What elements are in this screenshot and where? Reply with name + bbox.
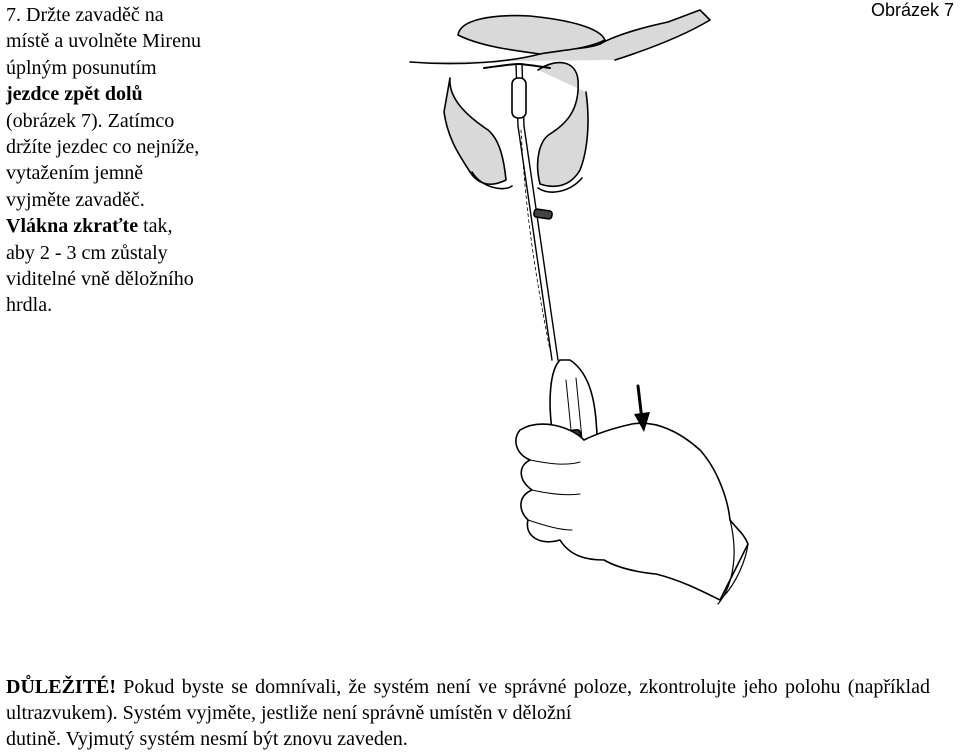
flange [534, 209, 553, 219]
warning-label: DŮLEŽITÉ! [6, 676, 117, 698]
uterine-wall-right [538, 63, 588, 187]
uterine-wall-left [444, 78, 506, 184]
step-line: vytažením jemně [6, 162, 144, 185]
important-warning [6, 674, 930, 752]
step-line: (obrázek 7). Zatímco [6, 109, 175, 132]
step-line-bold [6, 81, 256, 107]
warning-text-last: dutině. Vyjmutý systém nesmí být znovu zaveden. [6, 728, 408, 750]
warning-text: Pokud byste se domnívali, že systém není ve správné poloze, zkontrolujte jeho polohu (například ultrazvukem). Systém vyjměte, jestliže není správně umístěn v děložní [6, 676, 930, 724]
step-line: držíte jezdec co nejníže, [6, 136, 200, 159]
threads-emphasis: Vlákna zkraťte [6, 215, 139, 238]
ius-t-frame [484, 64, 550, 68]
step-line: aby 2 - 3 cm zůstaly [6, 241, 168, 264]
step-instruction [6, 2, 256, 319]
slider-emphasis: jezdce zpět dolů [6, 83, 143, 106]
step-line: hrdla. [6, 294, 53, 317]
step-line: úplným posunutím [6, 56, 157, 79]
step-line: 7. Držte zavaděč na [6, 4, 164, 26]
step-line-mixed [6, 213, 256, 239]
step-line-rest: tak, [138, 215, 173, 238]
step-line: vyjměte zavaděč. [6, 188, 145, 211]
ius-reservoir [512, 78, 526, 118]
inserter-removal-illustration [400, 0, 800, 640]
figure-label: Obrázek 7 [870, 0, 954, 20]
gloved-hand [516, 423, 748, 600]
step-line: místě a uvolněte Mirenu [6, 30, 201, 53]
step-line: viditelné vně děložního [6, 268, 194, 291]
